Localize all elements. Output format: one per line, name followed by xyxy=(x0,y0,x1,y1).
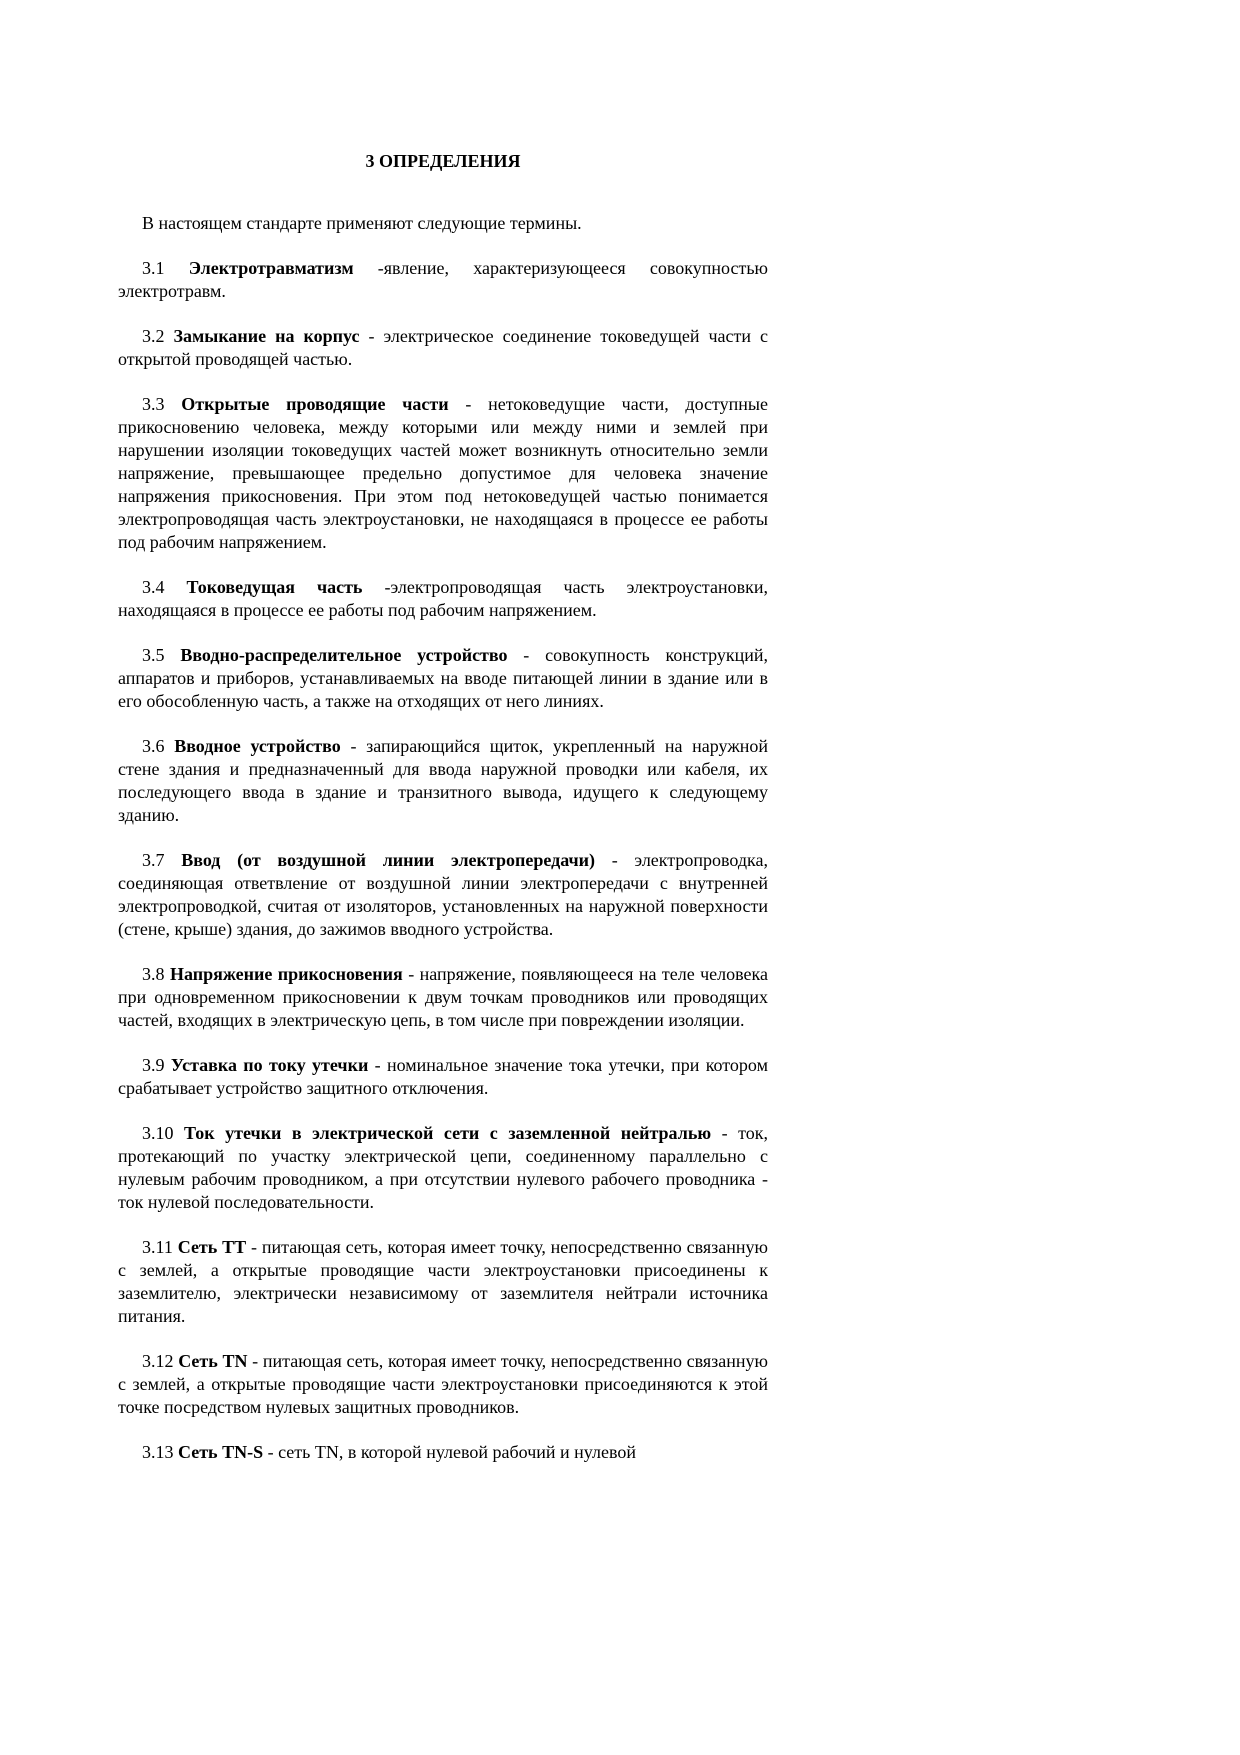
definition-number: 3.6 xyxy=(142,736,165,756)
definition-paragraph xyxy=(118,1054,768,1100)
definition-paragraph xyxy=(118,1350,768,1419)
definition-paragraph xyxy=(118,644,768,713)
definition-term: Ток утечки в электрической сети с заземленной нейтралью xyxy=(184,1123,712,1143)
definition-term: Сеть ТТ xyxy=(177,1237,247,1257)
definition-number: 3.11 xyxy=(142,1237,173,1257)
definition-text: -явление, характеризующееся совокупностью электротравм. xyxy=(118,258,768,301)
definition-number: 3.9 xyxy=(142,1055,165,1075)
definition-text: - электрическое соединение токоведущей части с открытой проводящей частью. xyxy=(118,326,769,369)
definition-paragraph xyxy=(118,1441,768,1464)
definition-text: - совокупность конструкций, аппаратов и приборов, устанавливаемых на вводе питающей линии в здание или в его обособленную часть, а также на отходящих от него линиях. xyxy=(118,645,769,711)
section-heading: 3 ОПРЕДЕЛЕНИЯ xyxy=(365,151,521,171)
document-body xyxy=(118,150,768,1464)
definition-text: - номинальное значение тока утечки, при котором срабатывает устройство защитного отключения. xyxy=(118,1055,768,1098)
definition-paragraph xyxy=(118,325,768,371)
definition-number: 3.7 xyxy=(142,850,165,870)
definition-term: Ввод (от воздушной линии электропередачи) xyxy=(181,850,595,870)
definition-term: Открытые проводящие части xyxy=(181,394,449,414)
definition-term: Вводное устройство xyxy=(174,736,341,756)
definition-number: 3.10 xyxy=(142,1123,174,1143)
definition-term: Сеть TN-S xyxy=(178,1442,264,1462)
definition-number: 3.12 xyxy=(142,1351,174,1371)
definition-text: - электропроводка, соединяющая ответвление от воздушной линии электропередачи с внутренней электропроводкой, считая от изоляторов, установленных на наружной поверхности (стене, крыше) здания, до зажимов вводного устройства. xyxy=(118,850,768,939)
definition-text: - напряжение, появляющееся на теле человека при одновременном прикосновении к двум точкам проводников или проводящих частей, входящих в электрическую цепь, в том числе при повреждении изоляции. xyxy=(118,964,768,1030)
definitions-list xyxy=(118,257,768,1464)
definition-number: 3.4 xyxy=(142,577,165,597)
definition-text: - нетоковедущие части, доступные прикосновению человека, между которыми или между ними и землей при нарушении изоляции токоведущих частей может возникнуть относительно земли напряжение, превышающее предельно допустимое для человека значение напряжения прикосновения. При этом под нетоковедущей частью понимается электропроводящая часть электроустановки, не находящаяся в процессе ее работы под рабочим напряжением. xyxy=(118,394,769,552)
definition-term: Электротравматизм xyxy=(188,258,354,278)
definition-term: Уставка по току утечки xyxy=(170,1055,369,1075)
definition-term: Напряжение прикосновения xyxy=(169,964,403,984)
definition-paragraph xyxy=(118,963,768,1032)
definition-paragraph xyxy=(118,393,768,554)
definition-number: 3.5 xyxy=(142,645,165,665)
definition-text: - питающая сеть, которая имеет точку, непосредственно связанную с землей, а открытые проводящие части электроустановки присоединены к заземлителю, электрически независимому от заземлителя нейтрали источника питания. xyxy=(118,1237,768,1326)
intro-paragraph: В настоящем стандарте применяют следующие термины. xyxy=(142,213,582,233)
definition-text: - питающая сеть, которая имеет точку, непосредственно связанную с землей, а открытые проводящие части электроустановки присоединяются к этой точке посредством нулевых защитных проводников. xyxy=(118,1351,768,1417)
definition-paragraph xyxy=(118,257,768,303)
definition-term: Сеть TN xyxy=(178,1351,248,1371)
definition-number: 3.3 xyxy=(142,394,165,414)
definition-number: 3.13 xyxy=(142,1442,174,1462)
definition-term: Замыкание на корпус xyxy=(173,326,360,346)
definition-text: - сеть TN, в которой нулевой рабочий и нулевой xyxy=(263,1442,636,1462)
definition-number: 3.1 xyxy=(142,258,165,278)
definition-number: 3.8 xyxy=(142,964,165,984)
definition-paragraph xyxy=(118,576,768,622)
definition-paragraph xyxy=(118,1236,768,1328)
definition-paragraph xyxy=(118,735,768,827)
definition-text: -электропроводящая часть электроустановки, находящаяся в процессе ее работы под рабочим напряжением. xyxy=(118,577,768,620)
definition-text: - ток, протекающий по участку электрической цепи, соединенному параллельно с нулевым рабочим проводником, а при отсутствии нулевого рабочего проводника - ток нулевой последовательности. xyxy=(118,1123,768,1212)
definition-term: Вводно-распределительное устройство xyxy=(180,645,508,665)
definition-paragraph xyxy=(118,849,768,941)
definition-number: 3.2 xyxy=(142,326,165,346)
definition-paragraph xyxy=(118,1122,768,1214)
definition-term: Токоведущая часть xyxy=(186,577,363,597)
definition-text: - запирающийся щиток, укрепленный на наружной стене здания и предназначенный для ввода наружной проводки или кабеля, их последующего ввода в здание и транзитного вывода, идущего к следующему зданию. xyxy=(118,736,769,825)
